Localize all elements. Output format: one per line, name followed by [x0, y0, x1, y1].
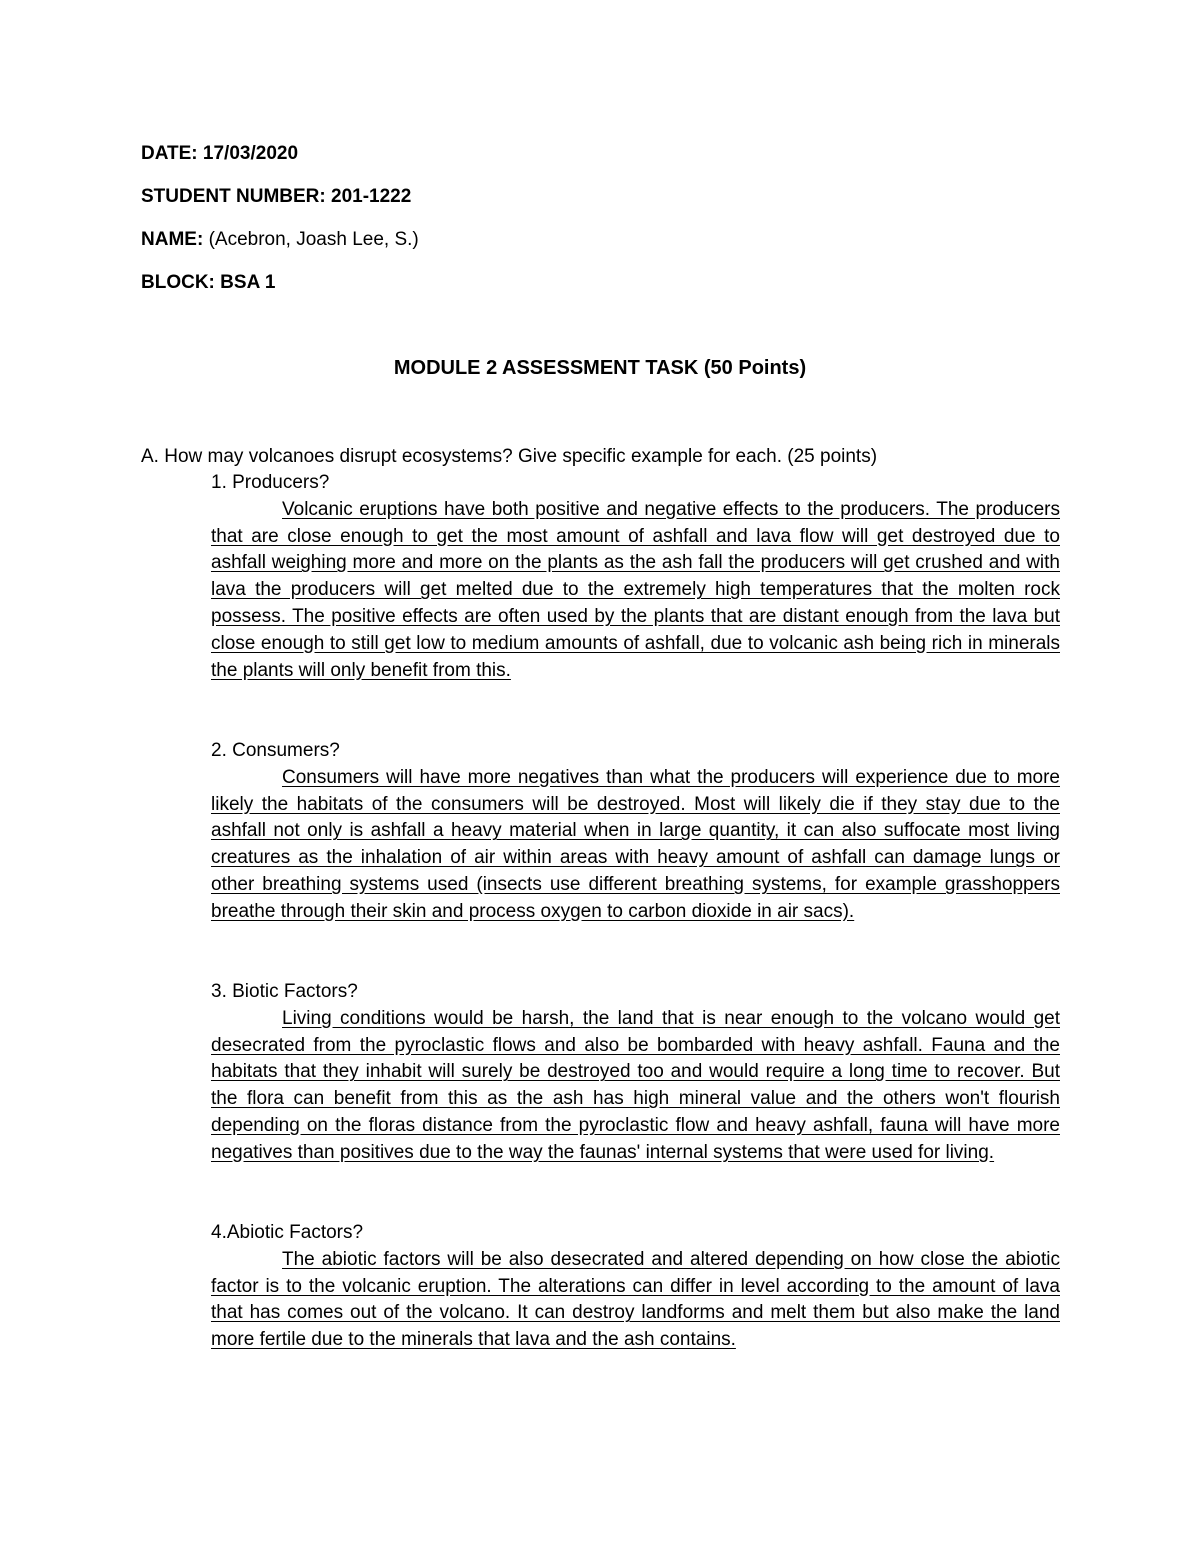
item-label: 4.Abiotic Factors?: [211, 1222, 364, 1243]
name-value: (Acebron, Joash Lee, S.): [208, 229, 419, 250]
item-abiotic-factors: [211, 1220, 1060, 1354]
name-label: NAME:: [141, 229, 204, 250]
item-answer: The abiotic factors will be also desecrated and altered depending on how close the abiotic factor is to the volcanic eruption. The alterations can differ in level according to the amount of lava that has comes out of the volcano. It can destroy landforms and melt them but also make the land more fertile due to the minerals that lava and the ash contains.: [211, 1248, 1060, 1351]
block-line: [141, 270, 275, 296]
document-title: MODULE 2 ASSESSMENT TASK (50 Points): [393, 357, 807, 379]
item-biotic-factors: [211, 979, 1060, 1167]
date-line: [141, 141, 298, 167]
student-number-line: [141, 184, 411, 210]
date-label: DATE:: [141, 143, 198, 164]
item-label: 3. Biotic Factors?: [211, 981, 358, 1002]
block-value: BSA 1: [220, 272, 276, 293]
item-answer: Volcanic eruptions have both positive and negative effects to the producers. The producers that are close enough to get the most amount of ashfall and lava flow will get destroyed due to ashfall weighing more and more on the plants as the ash fall the producers will get crushed and with lava the producers will get melted due to the extremely high temperatures that the molten rock possess. The positive effects are often used by the plants that are distant enough from the lava but close enough to still get low to medium amounts of ashfall, due to volcanic ash being rich in minerals the plants will only benefit from this.: [211, 498, 1060, 681]
item-answer: Consumers will have more negatives than what the producers will experience due to more likely the habitats of the consumers will be destroyed. Most will likely die if they stay due to the ashfall not only is ashfall a heavy material when in large quantity, it can also suffocate most living creatures as the inhalation of air within areas with heavy amount of ashfall can damage lungs or other breathing systems used (insects use different breathing systems, for example grasshoppers breathe through their skin and process oxygen to carbon dioxide in air sacs).: [211, 766, 1060, 922]
student-number-label: STUDENT NUMBER:: [141, 186, 326, 207]
item-label: 2. Consumers?: [211, 740, 340, 761]
item-label: 1. Producers?: [211, 472, 330, 493]
date-value: 17/03/2020: [202, 143, 299, 164]
question-a: A. How may volcanoes disrupt ecosystems? Give specific example for each. (25 points): [141, 446, 878, 467]
name-line: [141, 227, 419, 253]
block-label: BLOCK:: [141, 272, 215, 293]
item-producers: [211, 470, 1060, 684]
item-answer: Living conditions would be harsh, the land that is near enough to the volcano would get desecrated from the pyroclastic flows and also be bombarded with heavy ashfall. Fauna and the habitats that they inhabit will surely be destroyed too and would require a long time to recover. But the flora can benefit from this as the ash has high mineral value and the others won't flourish depending on the floras distance from the pyroclastic flow and heavy ashfall, fauna will have more negatives than positives due to the way the faunas' internal systems that were used for living.: [211, 1007, 1060, 1163]
item-consumers: [211, 738, 1060, 926]
student-number-value: 201-1222: [331, 186, 412, 207]
